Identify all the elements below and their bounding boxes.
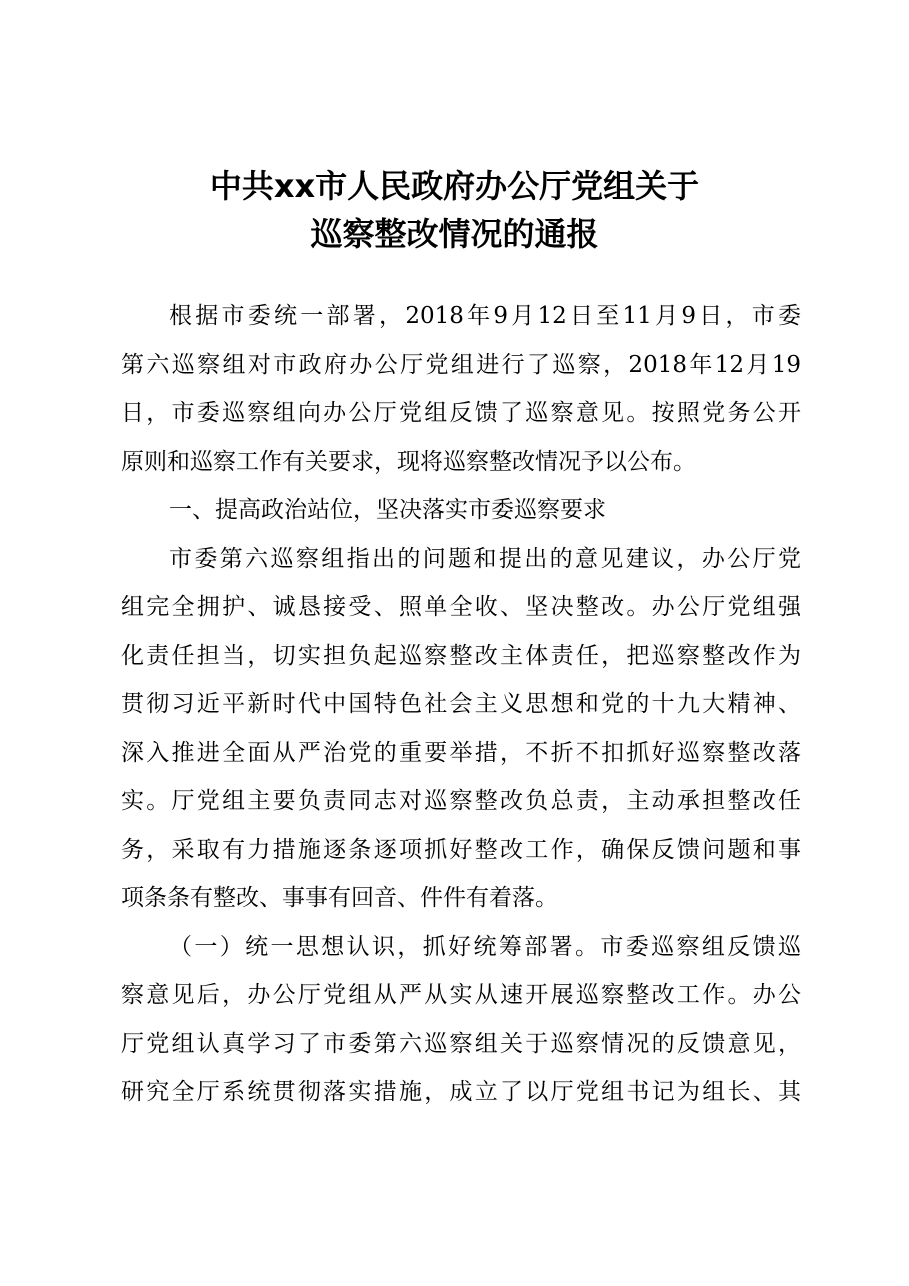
section-heading [121, 486, 801, 535]
paragraph-intro [121, 292, 801, 486]
paragraph-line: 日，市委巡察组向办公厅党组反馈了巡察意见。按照党务公开 [121, 400, 801, 426]
paragraph-line: 化责任担当，切实担负起巡察整改主体责任，把巡察整改作为 [121, 642, 801, 669]
paragraph-line: 务，采取有力措施逐条逐项抓好整改工作，确保反馈问题和事 [121, 836, 801, 863]
paragraph-line: 实。厅党组主要负责同志对巡察整改负总责，主动承担整改任 [121, 788, 801, 814]
paragraph-line: 根据市委统一部署，2018年9月12日至11月9日，市委 [169, 303, 801, 329]
document-title-line-2: 巡察整改情况的通报 [310, 215, 599, 253]
paragraph-line: 市委第六巡察组指出的问题和提出的意见建议，办公厅党 [169, 545, 801, 572]
paragraph-line: （一）统一思想认识，抓好统筹部署。市委巡察组反馈巡 [169, 933, 801, 960]
paragraph-line: 深入推进全面从严治党的重要举措，不折不扣抓好巡察整改落 [121, 739, 801, 766]
paragraph-line: 原则和巡察工作有关要求，现将巡察整改情况予以公布。 [121, 448, 696, 475]
paragraph-line: 项条条有整改、事事有回音、件件有着落。 [121, 885, 558, 911]
paragraph-subsection [121, 923, 801, 1117]
section-heading-text: 一、提高政治站位，坚决落实市委巡察要求 [169, 497, 606, 523]
paragraph-line: 厅党组认真学习了市委第六巡察组关于巡察情况的反馈意见， [121, 1030, 801, 1057]
document-title-line-1: 中共xx市人民政府办公厅党组关于 [209, 167, 700, 205]
paragraph-line: 研究全厅系统贯彻落实措施，成立了以厅党组书记为组长、其 [121, 1079, 801, 1105]
paragraph-body [121, 535, 801, 923]
paragraph-line: 第六巡察组对市政府办公厅党组进行了巡察，2018年12月19 [121, 351, 801, 378]
paragraph-line: 组完全拥护、诚恳接受、照单全收、坚决整改。办公厅党组强 [121, 594, 801, 620]
paragraph-line: 察意见后，办公厅党组从严从实从速开展巡察整改工作。办公 [121, 982, 801, 1008]
paragraph-line: 贯彻习近平新时代中国特色社会主义思想和党的十九大精神、 [121, 691, 801, 717]
